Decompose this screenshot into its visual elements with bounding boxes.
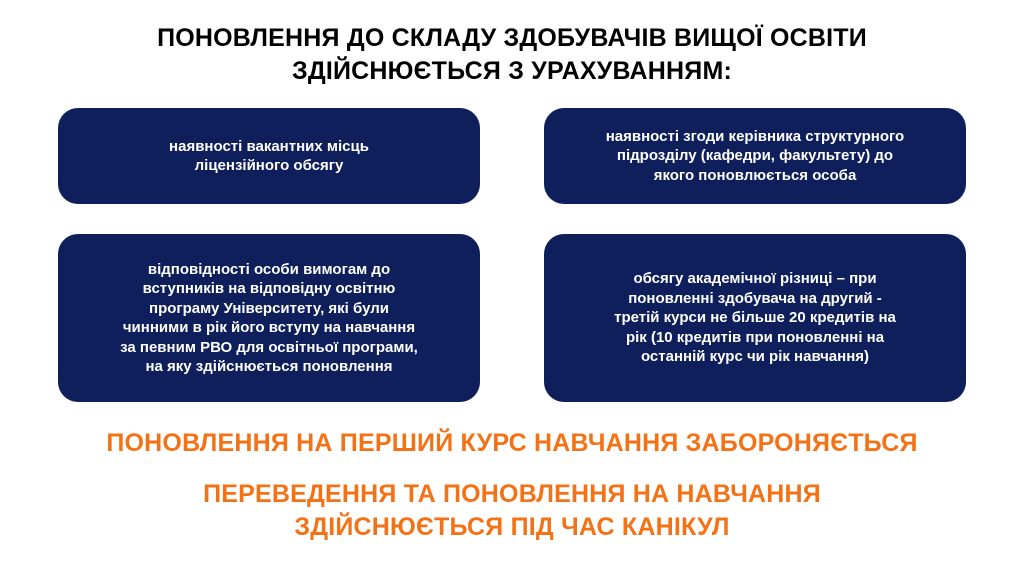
condition-text-vacancies: наявності вакантних місць ліцензійного обсягу xyxy=(169,137,369,174)
vacation-period-line-2: ЗДІЙСНЮЄТЬСЯ ПІД ЧАС КАНІКУЛ xyxy=(294,513,730,541)
slide-title-line-2: ЗДІЙСНЮЄТЬСЯ З УРАХУВАННЯМ: xyxy=(291,57,733,85)
condition-box-academic-difference xyxy=(544,234,966,402)
condition-text-academic-difference: обсягу академічної різниці – при поновленні здобувача на другий - третій курси не більше 20 кредитів на рік (10 кредитів при поновленні на останній курс чи рік навчання) xyxy=(614,270,896,366)
first-year-prohibition-note xyxy=(0,427,1024,460)
first-year-prohibition-text: ПОНОВЛЕННЯ НА ПЕРШИЙ КУРС НАВЧАННЯ ЗАБОРОНЯЄТЬСЯ xyxy=(106,429,918,457)
condition-box-admission-requirements xyxy=(58,234,480,402)
slide-title-line-1: ПОНОВЛЕННЯ ДО СКЛАДУ ЗДОБУВАЧІВ ВИЩОЇ ОСВІТИ xyxy=(157,24,867,52)
condition-text-department-consent: наявності згоди керівника структурного підрозділу (кафедри, факультету) до якого поновлюється особа xyxy=(605,127,905,184)
condition-box-vacancies xyxy=(58,108,480,204)
condition-box-department-consent xyxy=(544,108,966,204)
vacation-period-note xyxy=(0,478,1024,544)
condition-text-admission-requirements: відповідності особи вимогам до вступників на відповідну освітню програму Університету, які були чинними в рік його вступу на навчання за певним РВО для освітньої програми, на яку здійснюється поновлення xyxy=(120,260,418,375)
slide-title xyxy=(0,22,1024,88)
vacation-period-line-1: ПЕРЕВЕДЕННЯ ТА ПОНОВЛЕННЯ НА НАВЧАННЯ xyxy=(203,480,821,508)
